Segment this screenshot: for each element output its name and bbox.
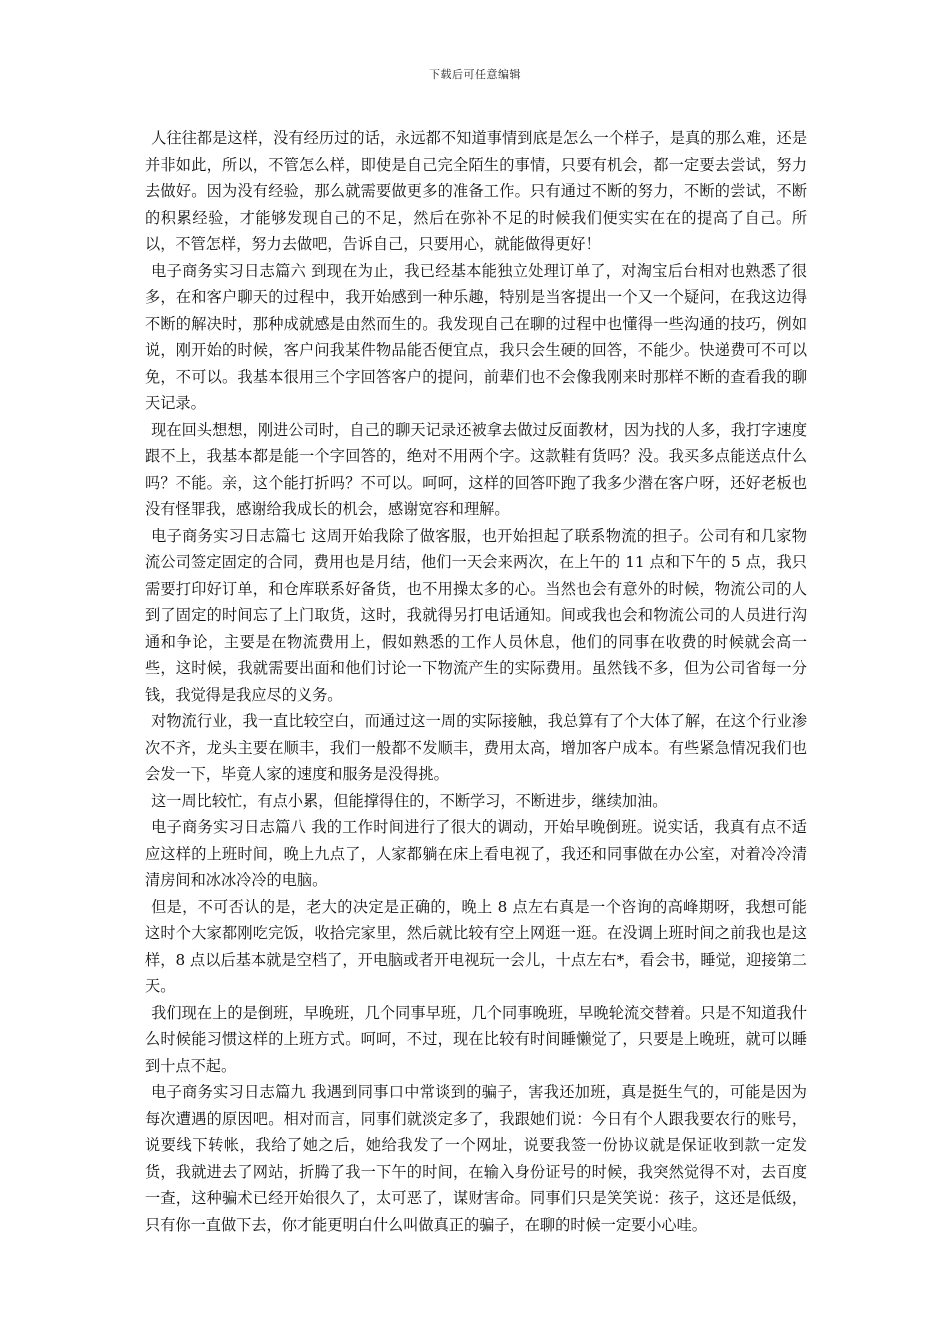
paragraph-6: 这一周比较忙，有点小累，但能撑得住的，不断学习，不断进步，继续加油。 [151,791,668,810]
paragraph-10: 电子商务实习日志篇九 我遇到同事口中常谈到的骗子，害我还加班，真是挺生气的，可能是因为每次遭遇的原因吧。相对而言，同事们就淡定多了，我跟她们说：今日有个人跟我要农行的账号，说要线下转帐，我给了她之后，她给我发了一个网址，说要我签一份协议就是保证收到款一定发货，我就进去了网站，折腾了我一下午的时间，在输入身份证号的时候，我突然觉得不对，去百度一查，这种骗术已经开始很久了，太可恶了，谋财害命。同事们只是笑笑说：孩子，这还是低级，只有你一直做下去，你才能更明白什么叫做真正的骗子，在聊的时候一定要小心哇。 [145,1083,807,1234]
page-header: 下载后可任意编辑 [429,68,521,81]
paragraph-1: 人往往都是这样，没有经历过的话，永远都不知道事情到底是怎么一个样子，是真的那么难，还是并非如此，所以，不管怎么样，即使是自己完全陌生的事情，只要有机会，都一定要去尝试，努力去做好。因为没有经验，那么就需要做更多的准备工作。只有通过不断的努力，不断的尝试，不断的积累经验，才能够发现自己的不足，然后在弥补不足的时候我们便实实在在的提高了自己。所以，不管怎样，努力去做吧，告诉自己，只要用心，就能做得更好！ [145,129,807,253]
paragraph-9: 我们现在上的是倒班，早晚班，几个同事早班，几个同事晚班，早晚轮流交替着。只是不知道我什么时候能习惯这样的上班方式。呵呵，不过，现在比较有时间睡懒觉了，只要是上晚班，就可以睡到十点不起。 [145,1003,807,1075]
paragraph-2: 电子商务实习日志篇六 到现在为止，我已经基本能独立处理订单了，对淘宝后台相对也熟悉了很多，在和客户聊天的过程中，我开始感到一种乐趣，特别是当客提出一个又一个疑问，在我这边得不断的解决时，那种成就感是由然而生的。我发现自己在聊的过程中也懂得一些沟通的技巧，例如说，刚开始的时候，客户问我某件物品能否便宜点，我只会生硬的回答，不能少。快递费可不可以免，不可以。我基本很用三个字回答客户的提问，前辈们也不会像我刚来时那样不断的查看我的聊天记录。 [145,261,807,412]
document-body [145,125,807,1238]
paragraph-4: 电子商务实习日志篇七 这周开始我除了做客服，也开始担起了联系物流的担子。公司有和几家物流公司签定固定的合同，费用也是月结，他们一天会来两次，在上午的 11 点和下午的 5 点，我只需要打印好订单，和仓库联系好备货，也不用操太多的心。当然也会有意外的时候，物流公司的人到了固定的时间忘了上门取货，这时，我就得另打电话通知。间或我也会和物流公司的人员进行沟通和争论，主要是在物流费用上，假如熟悉的工作人员休息，他们的同事在收费的时候就会高一些，这时候，我就需要出面和他们讨论一下物流产生的实际费用。虽然钱不多，但为公司省每一分钱，我觉得是我应尽的义务。 [145,526,807,704]
paragraph-8: 但是，不可否认的是，老大的决定是正确的，晚上 8 点左右真是一个咨询的高峰期呀，我想可能这时个大家都刚吃完饭，收拾完家里，然后就比较有空上网逛一逛。在没调上班时间之前我也是这样，8 点以后基本就是空档了，开电脑或者开电视玩一会儿，十点左右*，看会书，睡觉，迎接第二天。 [145,897,807,995]
paragraph-7: 电子商务实习日志篇八 我的工作时间进行了很大的调动，开始早晚倒班。说实话，我真有点不适应这样的上班时间，晚上九点了，人家都躺在床上看电视了，我还和同事做在办公室，对着冷冷清清房间和冰冰冷冷的电脑。 [145,818,807,889]
paragraph-3: 现在回头想想，刚进公司时，自己的聊天记录还被拿去做过反面教材，因为找的人多，我打字速度跟不上，我基本都是能一个字回答的，绝对不用两个字。这款鞋有货吗？没。我买多点能送点什么吗？不能。亲，这个能打折吗？不可以。呵呵，这样的回答吓跑了我多少潜在客户呀，还好老板也没有怪罪我，感谢给我成长的机会，感谢宽容和理解。 [145,420,807,518]
paragraph-5: 对物流行业，我一直比较空白，而通过这一周的实际接触，我总算有了个大体了解，在这个行业渗次不齐，龙头主要在顺丰，我们一般都不发顺丰，费用太高，增加客户成本。有些紧急情况我们也会发一下，毕竟人家的速度和服务是没得挑。 [145,712,807,783]
